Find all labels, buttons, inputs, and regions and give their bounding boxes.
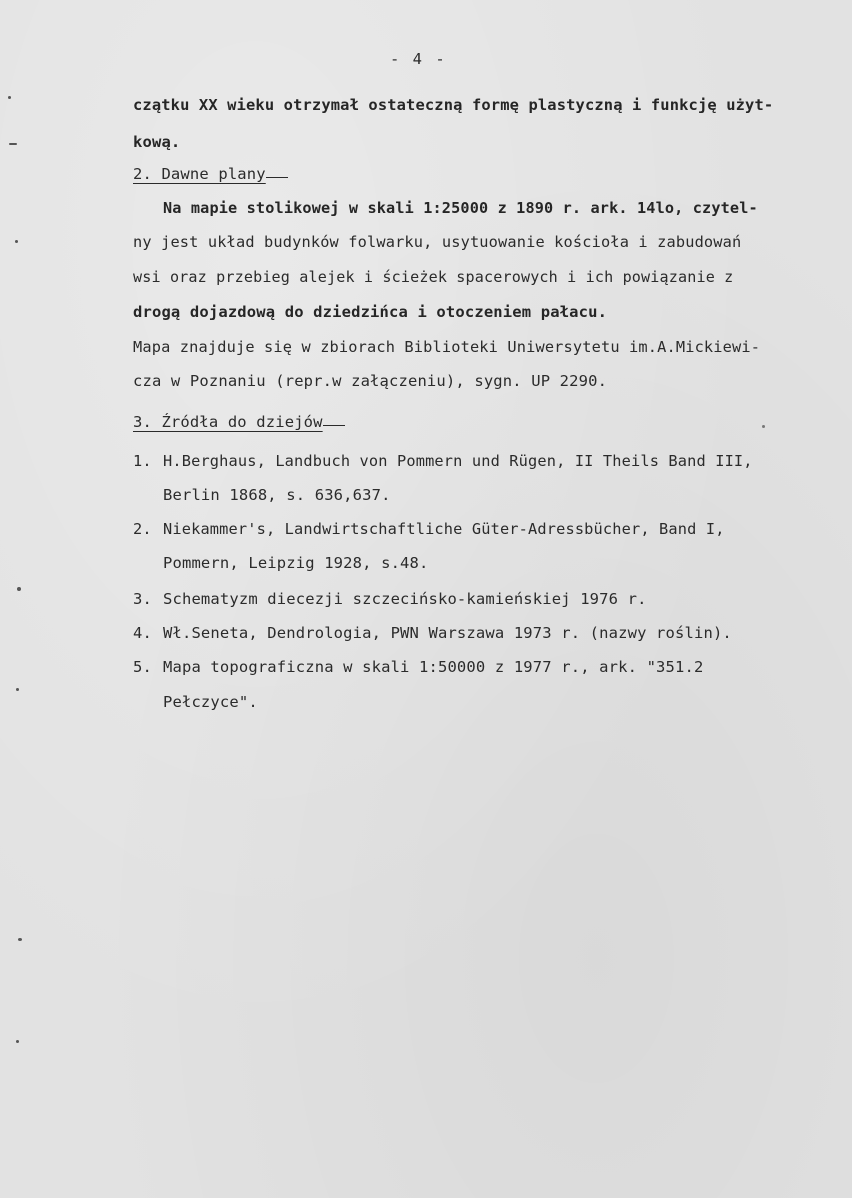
section-2-line-1: Na mapie stolikowej w skali 1:25000 z 1890 r. ark. 14lo, czytel- [163, 199, 758, 217]
section-3-heading [133, 413, 345, 431]
margin-speck [16, 688, 19, 691]
page-number: - 4 - [390, 50, 447, 68]
section-2-line-5: Mapa znajduje się w zbiorach Biblioteki Uniwersytetu im.A.Mickiewi- [133, 338, 761, 356]
margin-speck [8, 96, 11, 99]
section-2-line-6: cza w Poznaniu (repr.w załączeniu), sygn. UP 2290. [133, 372, 608, 390]
section-2-heading [133, 165, 288, 183]
section-2-line-4: drogą dojazdową do dziedzińca i otoczeniem pałacu. [133, 303, 608, 321]
source-item-3 [133, 590, 647, 608]
source-item-5-cont: Pełczyce". [163, 693, 258, 711]
section-2-heading-text: 2. Dawne plany [133, 165, 266, 183]
heading-underline [323, 425, 345, 426]
margin-speck [16, 1040, 19, 1043]
margin-speck [18, 938, 22, 941]
source-item-number: 4. [133, 624, 152, 642]
source-item-number: 5. [133, 658, 152, 676]
heading-underline [266, 177, 288, 178]
source-item-text: Niekammer's, Landwirtschaftliche Güter-Adressbücher, Band I, [163, 520, 725, 538]
source-item-text: H.Berghaus, Landbuch von Pommern und Rügen, II Theils Band III, [163, 452, 753, 470]
section-2-line-2: ny jest układ budynków folwarku, usytuowanie kościoła i zabudowań [133, 233, 742, 251]
source-item-text: Mapa topograficzna w skali 1:50000 z 1977 r., ark. "351.2 [163, 658, 704, 676]
source-item-5 [133, 658, 703, 676]
source-item-4 [133, 624, 732, 642]
margin-speck [17, 587, 21, 591]
intro-line-1: czątku XX wieku otrzymał ostateczną formę plastyczną i funkcję użyt- [133, 96, 774, 114]
source-item-1 [133, 452, 753, 470]
source-item-text: Schematyzm diecezji szczecińsko-kamieńskiej 1976 r. [163, 590, 647, 608]
margin-speck [15, 240, 18, 243]
intro-line-2: kową. [133, 133, 181, 151]
source-item-2-cont: Pommern, Leipzig 1928, s.48. [163, 554, 429, 572]
margin-speck [9, 143, 17, 145]
source-item-number: 1. [133, 452, 152, 470]
section-2-line-3: wsi oraz przebieg alejek i ścieżek spacerowych i ich powiązanie z [133, 268, 734, 286]
source-item-number: 2. [133, 520, 152, 538]
source-item-text: Wł.Seneta, Dendrologia, PWN Warszawa 1973 r. (nazwy roślin). [163, 624, 732, 642]
section-3-heading-text: 3. Źródła do dziejów [133, 413, 323, 431]
source-item-2 [133, 520, 725, 538]
source-item-number: 3. [133, 590, 152, 608]
margin-speck [762, 425, 765, 428]
source-item-1-cont: Berlin 1868, s. 636,637. [163, 486, 391, 504]
